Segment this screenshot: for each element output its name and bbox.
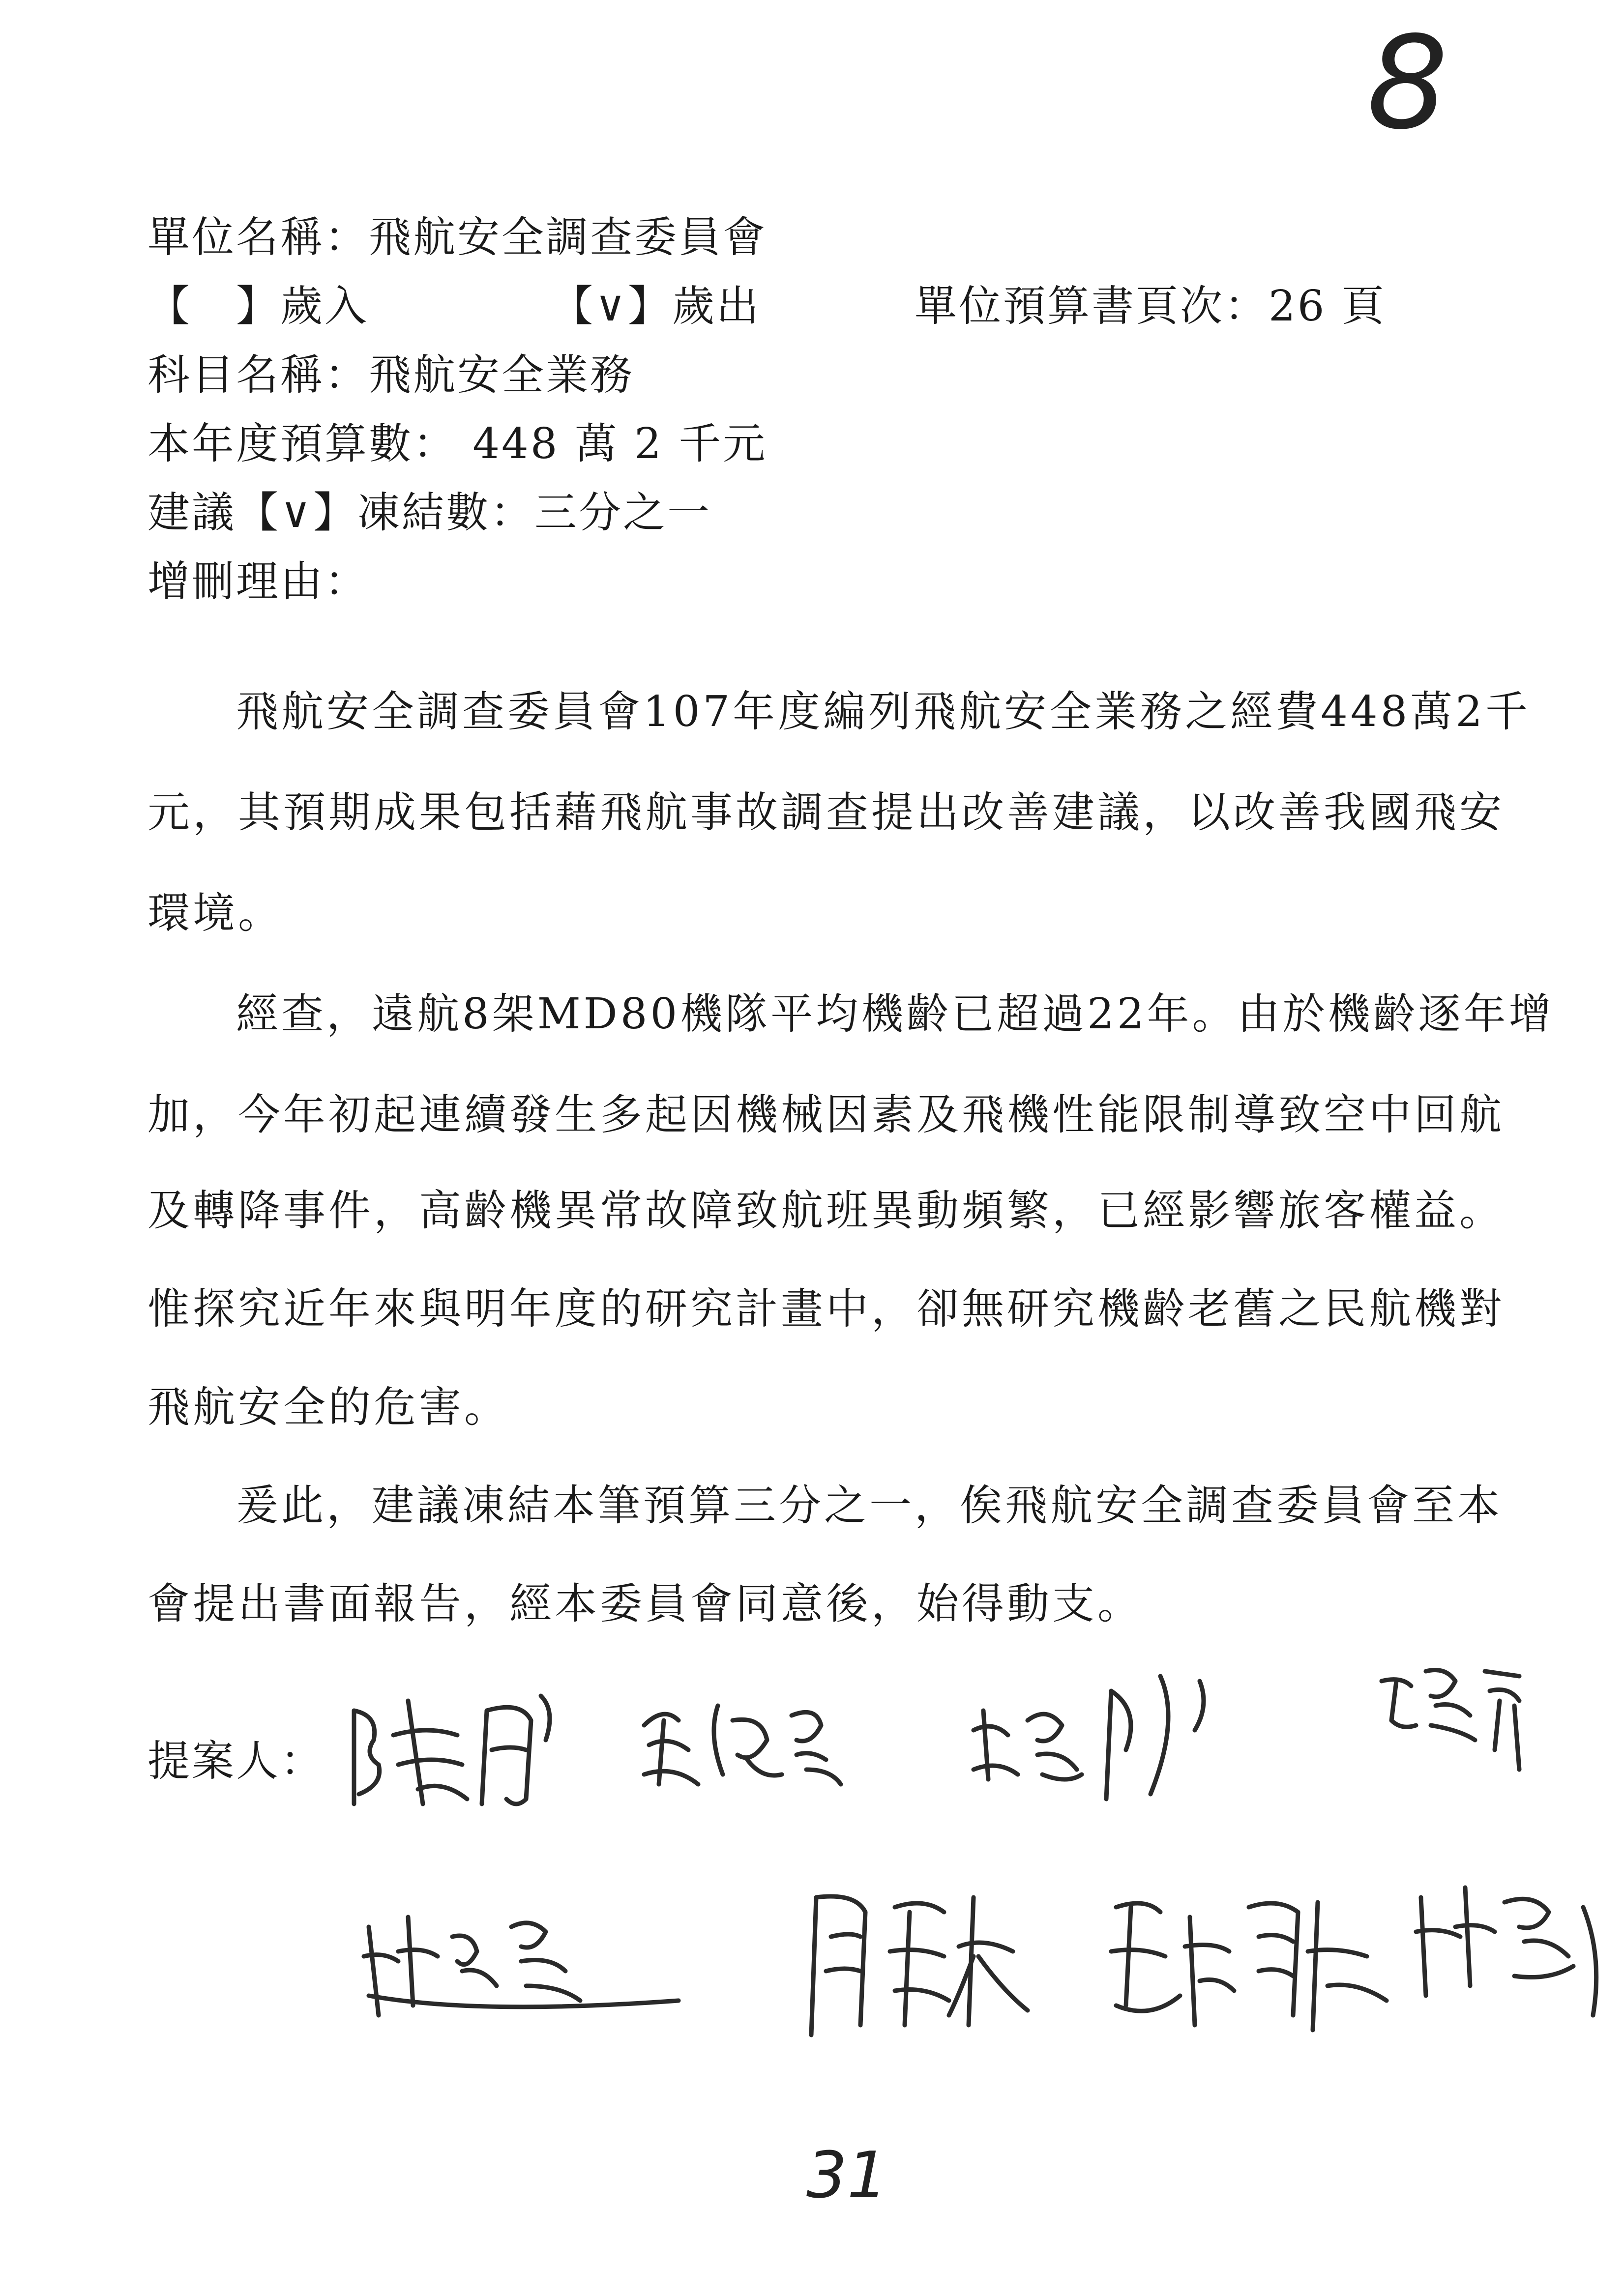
signature-4 [1372,1652,1529,1779]
signature-5 [354,1888,698,2045]
body-line: 加，今年初起連續發生多起因機械因素及飛機性能限制導致空中回航 [148,1090,1505,1139]
signature-6 [797,1878,1072,2045]
reason-label: 增刪理由： [148,557,369,606]
signature-2 [634,1686,860,1794]
body-line: 惟探究近年來與明年度的研究計畫中，卻無研究機齡老舊之民航機對 [148,1284,1505,1334]
signature-8 [1406,1858,1613,2025]
body-line: 環境。 [148,889,283,938]
body-line: 爰此，建議凍結本筆預算三分之一，俟飛航安全調查委員會至本 [236,1481,1503,1530]
body-line: 及轉降事件，高齡機異常故障致航班異動頻繁，已經影響旅客權益。 [148,1186,1505,1235]
budget-amount: 本年度預算數： 448 萬 2 千元 [148,419,768,468]
signature-3 [964,1661,1229,1809]
body-line: 飛航安全調查委員會107年度編列飛航安全業務之經費448萬2千 [236,687,1531,736]
page-number-mark: 8 [1367,9,1448,158]
expense-checkbox: 【∨】歲出 [551,282,761,331]
revenue-checkbox: 【 】歲入 [148,282,369,331]
body-line: 會提出書面報告，經本委員會同意後，始得動支。 [148,1579,1143,1628]
unit-name: 單位名稱：飛航安全調查委員會 [148,213,767,262]
budget-page-ref: 單位預算書頁次：26 頁 [915,282,1386,331]
signature-7 [1101,1878,1416,2055]
body-line: 經查，遠航8架MD80機隊平均機齡已超過22年。由於機齡逐年增 [236,989,1554,1039]
body-line: 飛航安全的危害。 [148,1383,509,1432]
body-line: 元，其預期成果包括藉飛航事故調查提出改善建議，以改善我國飛安 [148,788,1505,837]
subject-name: 科目名稱：飛航安全業務 [148,350,634,400]
footer-page-number: 31 [806,2138,888,2212]
signature-1 [344,1681,580,1819]
freeze-suggestion: 建議【∨】凍結數：三分之一 [148,488,711,537]
proposers-label: 提案人： [148,1737,325,1786]
